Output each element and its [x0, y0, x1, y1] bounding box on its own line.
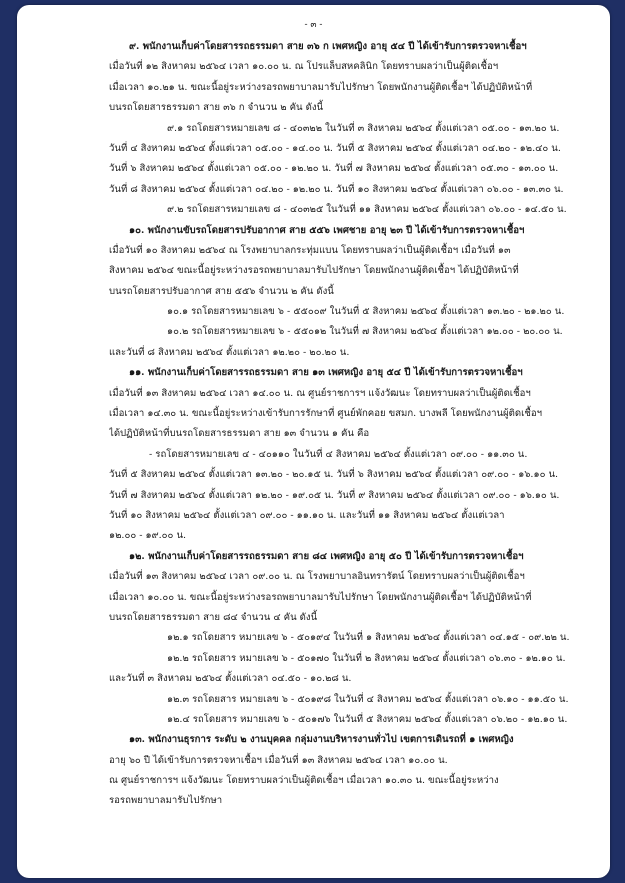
text-line: เมื่อวันที่ ๑๓ สิงหาคม ๒๕๖๔ เวลา ๑๔.๐๐ น. ณ ศูนย์ราชการฯ แจ้งวัฒนะ โดยทราบผลว่าเป็นผู้ติดเชื้อฯ [109, 387, 531, 399]
text-line: ๙.๒ รถโดยสารหมายเลข ๘ - ๔๐๓๒๕ ในวันที่ ๑๑ สิงหาคม ๒๕๖๔ ตั้งแต่เวลา ๐๖.๐๐ - ๑๔.๕๐ น. [167, 204, 567, 216]
text-line: ณ ศูนย์ราชการฯ แจ้งวัฒนะ โดยทราบผลว่าเป็นผู้ติดเชื้อฯ เมื่อเวลา ๑๐.๓๐ น. ขณะนี้อยู่ระหว่าง [109, 775, 499, 787]
document-body [109, 37, 575, 812]
text-line: - รถโดยสารหมายเลข ๔ - ๔๐๑๑๐ ในวันที่ ๔ สิงหาคม ๒๕๖๔ ตั้งแต่เวลา ๐๙.๐๐ - ๑๑.๓๐ น. [149, 448, 528, 460]
text-line: ๑๐.๑ รถโดยสารหมายเลข ๖ - ๕๕๐๐๙ ในวันที่ ๕ สิงหาคม ๒๕๖๔ ตั้งแต่เวลา ๑๓.๒๐ - ๒๑.๒๐ น. [167, 306, 565, 318]
text-line: บนรถโดยสารธรรมดา สาย ๓๖ ก จำนวน ๒ คัน ดังนี้ [109, 102, 324, 114]
text-line: อายุ ๖๐ ปี ได้เข้ารับการตรวจหาเชื้อฯ เมื่อวันที่ ๑๓ สิงหาคม ๒๕๖๔ เวลา ๑๐.๐๐ น. [109, 754, 448, 766]
text-line: ๑๒.๐๐ - ๑๙.๐๐ น. [109, 530, 187, 542]
text-line: ๑๒.๑ รถโดยสาร หมายเลข ๖ - ๕๐๑๙๔ ในวันที่ ๑ สิงหาคม ๒๕๖๔ ตั้งแต่เวลา ๐๔.๑๕ - ๐๙.๒๒ น. [167, 632, 570, 644]
text-line: เมื่อเวลา ๑๐.๒๑ น. ขณะนี้อยู่ระหว่างรอรถพยาบาลมารับไปรักษา โดยพนักงานผู้ติดเชื้อฯ ได้ปฏิบัติหน้าที่ [109, 81, 533, 93]
text-line: วันที่ ๗ สิงหาคม ๒๕๖๔ ตั้งแต่เวลา ๑๒.๒๐ - ๑๙.๐๕ น. วันที่ ๙ สิงหาคม ๒๕๖๔ ตั้งแต่เวลา ๐๙.๐๐ - ๑๖.๑๐ น. [109, 489, 560, 501]
text-line: ได้ปฏิบัติหน้าที่บนรถโดยสารธรรมดา สาย ๑๓ จำนวน ๑ คัน คือ [109, 428, 370, 440]
page-number: - ๓ - [304, 20, 323, 30]
text-line: วันที่ ๖ สิงหาคม ๒๕๖๔ ตั้งแต่เวลา ๐๕.๐๐ - ๑๒.๒๐ น. วันที่ ๗ สิงหาคม ๒๕๖๔ ตั้งแต่เวลา ๐๕.๓๐ - ๑๓.๐๐ น. [109, 163, 559, 175]
text-line: เมื่อวันที่ ๑๓ สิงหาคม ๒๕๖๔ เวลา ๐๙.๐๐ น. ณ โรงพยาบาลอินทรารัตน์ โดยทราบผลว่าเป็นผู้ติดเชื้อฯ [109, 571, 525, 583]
section-heading-line: ๑๑. พนักงานเก็บค่าโดยสารรถธรรมดา สาย ๑๓ เพศหญิง อายุ ๕๔ ปี ได้เข้ารับการตรวจหาเชื้อฯ [129, 367, 523, 379]
section-heading-line: ๑๒. พนักงานเก็บค่าโดยสารรถธรรมดา สาย ๘๔ เพศหญิง อายุ ๕๐ ปี ได้เข้ารับการตรวจหาเชื้อฯ [129, 550, 524, 562]
text-line: รอรถพยาบาลมารับไปรักษา [109, 795, 223, 807]
text-line: ๑๐.๒ รถโดยสารหมายเลข ๖ - ๕๕๐๑๒ ในวันที่ ๗ สิงหาคม ๒๕๖๔ ตั้งแต่เวลา ๑๒.๐๐ - ๒๐.๐๐ น. [167, 326, 563, 338]
text-line: วันที่ ๔ สิงหาคม ๒๕๖๔ ตั้งแต่เวลา ๐๕.๐๐ - ๑๔.๐๐ น. วันที่ ๕ สิงหาคม ๒๕๖๔ ตั้งแต่เวลา ๐๔.๒๐ - ๑๒.๔๐ น. [109, 142, 561, 154]
section-heading-line: ๑๓. พนักงานธุรการ ระดับ ๒ งานบุคคล กลุ่มงานบริหารงานทั่วไป เขตการเดินรถที่ ๑ เพศหญิง [129, 734, 514, 746]
text-line: และวันที่ ๓ สิงหาคม ๒๕๖๔ ตั้งแต่เวลา ๐๔.๕๐ - ๑๐.๒๘ น. [109, 673, 352, 685]
text-line: ๑๒.๔ รถโดยสาร หมายเลข ๖ - ๕๐๑๗๖ ในวันที่ ๕ สิงหาคม ๒๕๖๔ ตั้งแต่เวลา ๐๖.๒๐ - ๑๒.๑๐ น. [167, 713, 568, 725]
text-line: ๙.๑ รถโดยสารหมายเลข ๘ - ๔๐๓๒๒ ในวันที่ ๓ สิงหาคม ๒๕๖๔ ตั้งแต่เวลา ๐๕.๐๐ - ๑๓.๒๐ น. [167, 122, 560, 134]
section-heading-line: ๙. พนักงานเก็บค่าโดยสารรถธรรมดา สาย ๓๖ ก เพศหญิง อายุ ๕๔ ปี ได้เข้ารับการตรวจหาเชื้อฯ [129, 41, 527, 52]
text-line: เมื่อวันที่ ๑๐ สิงหาคม ๒๕๖๔ ณ โรงพยาบาลกระทุ่มแบน โดยทราบผลว่าเป็นผู้ติดเชื้อฯ เมื่อวันที่ ๑๓ [109, 244, 511, 256]
text-line: วันที่ ๕ สิงหาคม ๒๕๖๔ ตั้งแต่เวลา ๑๓.๒๐ - ๒๐.๑๕ น. วันที่ ๖ สิงหาคม ๒๕๖๔ ตั้งแต่เวลา ๐๙.๐๐ - ๑๖.๑๐ น. [109, 469, 559, 481]
text-line: ๑๒.๓ รถโดยสาร หมายเลข ๖ - ๕๐๑๙๘ ในวันที่ ๔ สิงหาคม ๒๕๖๔ ตั้งแต่เวลา ๐๖.๑๐ - ๑๑.๕๐ น. [167, 693, 569, 705]
text-line: ๑๒.๒ รถโดยสาร หมายเลข ๖ - ๕๐๑๗๐ ในวันที่ ๒ สิงหาคม ๒๕๖๔ ตั้งแต่เวลา ๐๖.๓๐ - ๑๒.๑๐ น. [167, 652, 566, 664]
text-line: วันที่ ๘ สิงหาคม ๒๕๖๔ ตั้งแต่เวลา ๐๔.๒๐ - ๑๒.๒๐ น. วันที่ ๑๐ สิงหาคม ๒๕๖๔ ตั้งแต่เวลา ๐๖.๐๐ - ๑๓.๓๐ น. [109, 183, 564, 195]
document-page [17, 5, 610, 878]
text-line: บนรถโดยสารธรรมดา สาย ๘๔ จำนวน ๔ คัน ดังนี้ [109, 611, 318, 623]
text-line: บนรถโดยสารปรับอากาศ สาย ๕๕๖ จำนวน ๒ คัน ดังนี้ [109, 285, 334, 297]
text-line: เมื่อวันที่ ๑๒ สิงหาคม ๒๕๖๔ เวลา ๑๐.๐๐ น. ณ โปรแล็บสหคลินิก โดยทราบผลว่าเป็นผู้ติดเชื้อฯ [109, 61, 499, 73]
text-line: เมื่อเวลา ๑๔.๓๐ น. ขณะนี้อยู่ระหว่างเข้ารับการรักษาที่ ศูนย์พักคอย ขสมก. บางพลี โดยพนักงานผู้ติดเชื้อฯ [109, 408, 543, 420]
section-heading-line: ๑๐. พนักงานขับรถโดยสารปรับอากาศ สาย ๕๕๖ เพศชาย อายุ ๒๓ ปี ได้เข้ารับการตรวจหาเชื้อฯ [129, 224, 525, 236]
text-line: และวันที่ ๘ สิงหาคม ๒๕๖๔ ตั้งแต่เวลา ๑๒.๒๐ - ๒๐.๒๐ น. [109, 346, 350, 358]
text-line: เมื่อเวลา ๑๐.๐๐ น. ขณะนี้อยู่ระหว่างรอรถพยาบาลมารับไปรักษา โดยพนักงานผู้ติดเชื้อฯ ได้ปฏิบัติหน้าที่ [109, 591, 532, 603]
text-line: สิงหาคม ๒๕๖๔ ขณะนี้อยู่ระหว่างรอรถพยาบาลมารับไปรักษา โดยพนักงานผู้ติดเชื้อฯ ได้ปฏิบัติหน้าที่ [109, 265, 519, 277]
text-line: วันที่ ๑๐ สิงหาคม ๒๕๖๔ ตั้งแต่เวลา ๐๙.๐๐ - ๑๑.๑๐ น. และวันที่ ๑๑ สิงหาคม ๒๕๖๔ ตั้งแต่เวลา [109, 509, 505, 521]
